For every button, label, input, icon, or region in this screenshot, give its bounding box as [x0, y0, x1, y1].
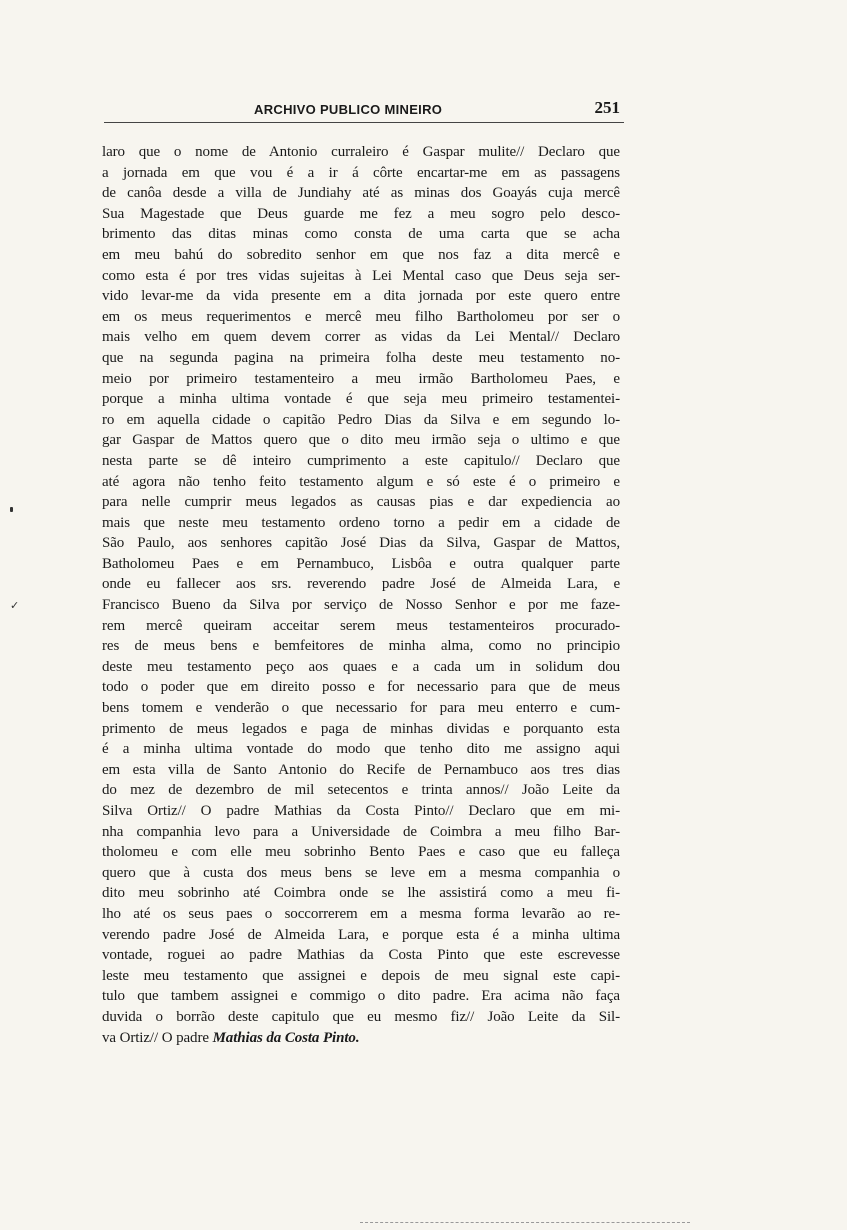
text-line: Francisco Bueno da Silva por serviço de Nosso Senhor e por me faze- [102, 597, 620, 614]
text-line: a jornada em que vou é a ir á côrte encartar-me em as passagens [102, 164, 620, 181]
text-line: é a minha ultima vontade do modo que tenho dito me assigno aqui [102, 741, 620, 758]
text-line: Sua Magestade que Deus guarde me fez a meu sogro pelo desco- [102, 205, 620, 222]
header-title: ARCHIVO PUBLICO MINEIRO [254, 102, 443, 117]
text-line: que na segunda pagina na primeira folha deste meu testamento no- [102, 349, 620, 366]
text-line: gar Gaspar de Mattos quero que o dito meu irmão seja o ultimo e que [102, 432, 620, 449]
text-line: porque a minha ultima vontade é que seja meu primeiro testamentei- [102, 391, 620, 408]
text-line: onde eu fallecer aos srs. reverendo padre José de Almeida Lara, e [102, 576, 620, 593]
text-line: todo o poder que em direito posso e for necessario para que de meus [102, 679, 620, 696]
text-line: leste meu testamento que assignei e depois de meu signal este capi- [102, 967, 620, 984]
text-line: tholomeu e com elle meu sobrinho Bento Paes e caso que eu falleça [102, 844, 620, 861]
text-line: até agora não tenho feito testamento algum e só este é o primeiro e [102, 473, 620, 490]
text-line: duvida o borrão deste capitulo que eu mesmo fiz// João Leite da Sil- [102, 1008, 620, 1025]
text-line: ro em aquella cidade o capitão Pedro Dias da Silva e em segundo lo- [102, 411, 620, 428]
signature-italic: Mathias da Costa Pinto. [212, 1029, 360, 1046]
text-line: em os meus requerimentos e mercê meu filho Bartholomeu por ser o [102, 308, 620, 325]
text-line: Batholomeu Paes e em Pernambuco, Lisbôa e outra qualquer parte [102, 555, 620, 572]
text-line: quero que à custa dos meus bens se leve em a mesma companhia o [102, 864, 620, 881]
text-line: nesta parte se dê inteiro cumprimento a este capitulo// Declaro que [102, 452, 620, 469]
text-line: de canôa desde a villa de Jundiahy até as minas dos Goayás cuja mercê [102, 185, 620, 202]
text-line: deste meu testamento peço aos quaes e a cada um in solidum dou [102, 658, 620, 675]
text-line: nha companhia levo para a Universidade de Coimbra a meu filho Bar- [102, 823, 620, 840]
text-line: bens tomem e venderão o que necessario for para meu enterro e cum- [102, 700, 620, 717]
text-line: lho até os seus paes o soccorrerem em a mesma forma levarão ao re- [102, 905, 620, 922]
text-line: mais velho em quem devem correr as vidas da Lei Mental// Declaro [102, 329, 620, 346]
text-line: em esta villa de Santo Antonio do Recife de Pernambuco aos tres dias [102, 761, 620, 778]
document-body [102, 142, 620, 1048]
text-line: como esta é por tres vidas sujeitas à Lei Mental caso que Deus seja ser- [102, 267, 620, 284]
text-line: tulo que tambem assignei e commigo o dito padre. Era acima não faça [102, 988, 620, 1005]
bottom-rule [360, 1222, 690, 1223]
text-line: meio por primeiro testamenteiro a meu irmão Bartholomeu Paes, e [102, 370, 620, 387]
page-number: 251 [594, 98, 620, 117]
text-line: vontade, roguei ao padre Mathias da Costa Pinto que este escrevesse [102, 947, 620, 964]
text-line: primento de meus legados e paga de minhas dividas e porquanto esta [102, 720, 620, 737]
text-line: vido levar-me da vida presente em a dita jornada por este quero entre [102, 288, 620, 305]
text-line: mais que neste meu testamento ordeno torno a pedir em a cidade de [102, 514, 620, 531]
final-line-lead: va Ortiz// O padre [102, 1029, 213, 1046]
margin-tick: ✓ [10, 600, 20, 612]
text-line: brimento das ditas minas como consta de uma carta que se acha [102, 226, 620, 243]
text-line: Silva Ortiz// O padre Mathias da Costa Pinto// Declaro que em mi- [102, 803, 620, 819]
text-line: dito meu sobrinho até Coimbra onde se lhe assistirá como a meu fi- [102, 885, 620, 902]
running-header [104, 96, 624, 123]
text-line: res de meus bens e bemfeitores de minha alma, como no principio [102, 638, 620, 655]
text-line: para nelle cumprir meus legados as causas pias e dar expediencia ao [102, 494, 620, 511]
text-line-final [102, 1028, 620, 1049]
text-line: rem mercê queiram acceitar serem meus testamenteiros procurado- [102, 617, 620, 634]
text-line: verendo padre José de Almeida Lara, e porque esta é a minha ultima [102, 926, 620, 943]
text-line: São Paulo, aos senhores capitão José Dias da Silva, Gaspar de Mattos, [102, 535, 620, 552]
text-line: do mez de dezembro de mil setecentos e trinta annos// João Leite da [102, 782, 620, 799]
margin-mark [10, 507, 13, 512]
text-line: em meu bahú do sobredito senhor em que nos faz a dita mercê e [102, 246, 620, 263]
text-line: laro que o nome de Antonio curraleiro é Gaspar mulite// Declaro que [102, 144, 620, 160]
